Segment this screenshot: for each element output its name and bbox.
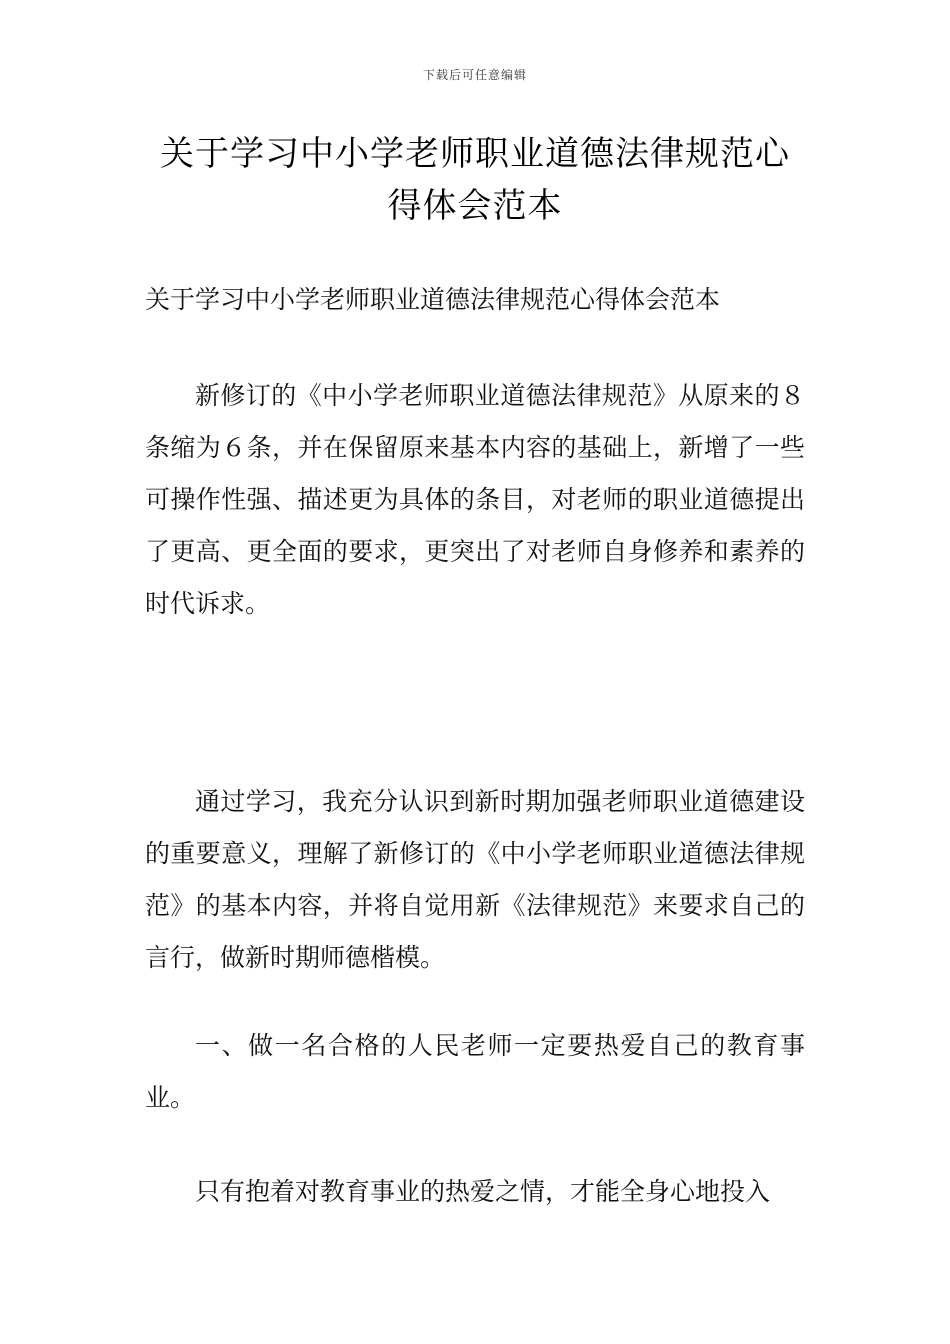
document-title — [145, 128, 805, 232]
paragraph-4: 只有抱着对教育事业的热爱之情，才能全身心地投入 — [195, 1177, 771, 1206]
paragraph-1: 新修订的《中小学老师职业道德法律规范》从原来的８条缩为６条，并在保留原来基本内容的基础上，新增了一些可操作性强、描述更为具体的条目，对老师的职业道德提出了更高、更全面的要求，更突出了对老师自身修养和素养的时代诉求。 — [145, 381, 805, 618]
paragraph-3: 一、做一名合格的人民老师一定要热爱自己的教育事业。 — [145, 1031, 805, 1112]
download-note: 下载后可任意编辑 — [422, 68, 527, 82]
paragraph-2: 通过学习，我充分认识到新时期加强老师职业道德建设的重要意义，理解了新修订的《中小学老师职业道德法律规范》的基本内容，并将自觉用新《法律规范》来要求自己的言行，做新时期师德楷模。 — [145, 787, 805, 972]
title-line-2: 得体会范本 — [387, 186, 563, 226]
title-line-1: 关于学习中小学老师职业道德法律规范心 — [160, 134, 790, 174]
document-subtitle: 关于学习中小学老师职业道德法律规范心得体会范本 — [145, 285, 721, 314]
